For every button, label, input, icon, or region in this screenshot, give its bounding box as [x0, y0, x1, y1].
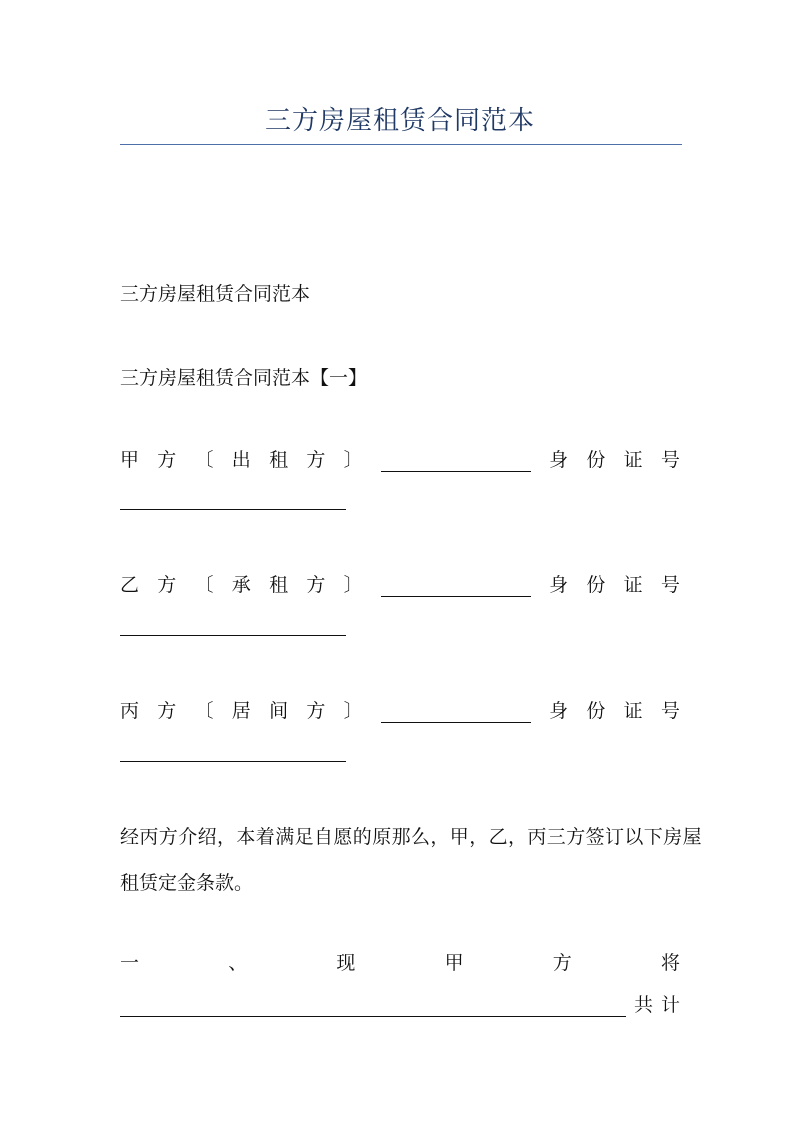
party-c-char: 间: [269, 700, 289, 722]
party-c-char: 〔: [194, 700, 214, 722]
clause-1-word: 一: [120, 952, 140, 974]
party-c-row: [120, 699, 680, 723]
party-c-id-blank[interactable]: [120, 761, 346, 762]
party-c-id-char: 号: [660, 700, 680, 722]
party-b-id-blank[interactable]: [120, 635, 346, 636]
party-b-id-char: 身: [549, 574, 569, 596]
party-a-char: 〔: [194, 449, 214, 471]
clause-1-word: 现: [336, 952, 356, 974]
intro-paragraph-line: 经丙方介绍，本着满足自愿的原那么，甲，乙，丙三方签订以下房屋: [120, 826, 703, 848]
party-a-char: 方: [157, 449, 177, 471]
clause-1-word: 、: [228, 952, 248, 974]
clause-1-word: 甲: [444, 952, 464, 974]
party-a-id-blank[interactable]: [120, 509, 346, 510]
clause-1-row: [120, 951, 680, 975]
party-c-id-char: 证: [623, 700, 643, 722]
clause-1-word: 将: [660, 952, 680, 974]
clause-1-tail-char: 计: [660, 994, 680, 1016]
party-a-id-char: 身: [549, 449, 569, 471]
document-title: 三方房屋租赁合同范本: [264, 106, 535, 136]
party-a-id-char: 证: [623, 449, 643, 471]
party-c-char: 方: [306, 700, 326, 722]
party-a-char: 甲: [120, 449, 140, 471]
party-b-name-blank[interactable]: [381, 578, 531, 597]
clause-1-row-2: [120, 993, 680, 1017]
party-c-char: 居: [231, 700, 251, 722]
party-b-char: 承: [231, 574, 251, 596]
party-c-char: 〕: [343, 700, 363, 722]
party-b-char: 〔: [194, 574, 214, 596]
party-a-row: [120, 448, 680, 472]
party-b-char: 方: [157, 574, 177, 596]
party-b-char: 租: [269, 574, 289, 596]
clause-1-property-blank[interactable]: [120, 998, 626, 1017]
party-c-char: 丙: [120, 700, 140, 722]
party-b-char: 〕: [343, 574, 363, 596]
party-a-char: 出: [231, 449, 251, 471]
party-b-char: 方: [306, 574, 326, 596]
party-c-id-char: 份: [586, 700, 606, 722]
party-b-row: [120, 573, 680, 597]
party-c-id-char: 身: [549, 700, 569, 722]
clause-1-word: 方: [552, 952, 572, 974]
party-a-name-blank[interactable]: [381, 453, 531, 472]
clause-1-tail-char: 共: [633, 994, 653, 1016]
party-b-id-char: 号: [660, 574, 680, 596]
title-underline: [120, 144, 682, 145]
party-a-id-char: 份: [586, 449, 606, 471]
document-subheading: 三方房屋租赁合同范本【一】: [120, 367, 368, 389]
document-heading: 三方房屋租赁合同范本: [120, 283, 311, 305]
party-a-char: 方: [306, 449, 326, 471]
party-a-char: 租: [269, 449, 289, 471]
party-b-id-char: 证: [623, 574, 643, 596]
party-c-name-blank[interactable]: [381, 704, 531, 723]
party-c-char: 方: [157, 700, 177, 722]
intro-paragraph-line: 租赁定金条款。: [120, 872, 254, 894]
party-b-id-char: 份: [586, 574, 606, 596]
party-b-char: 乙: [120, 574, 140, 596]
party-a-char: 〕: [343, 449, 363, 471]
party-a-id-char: 号: [660, 449, 680, 471]
